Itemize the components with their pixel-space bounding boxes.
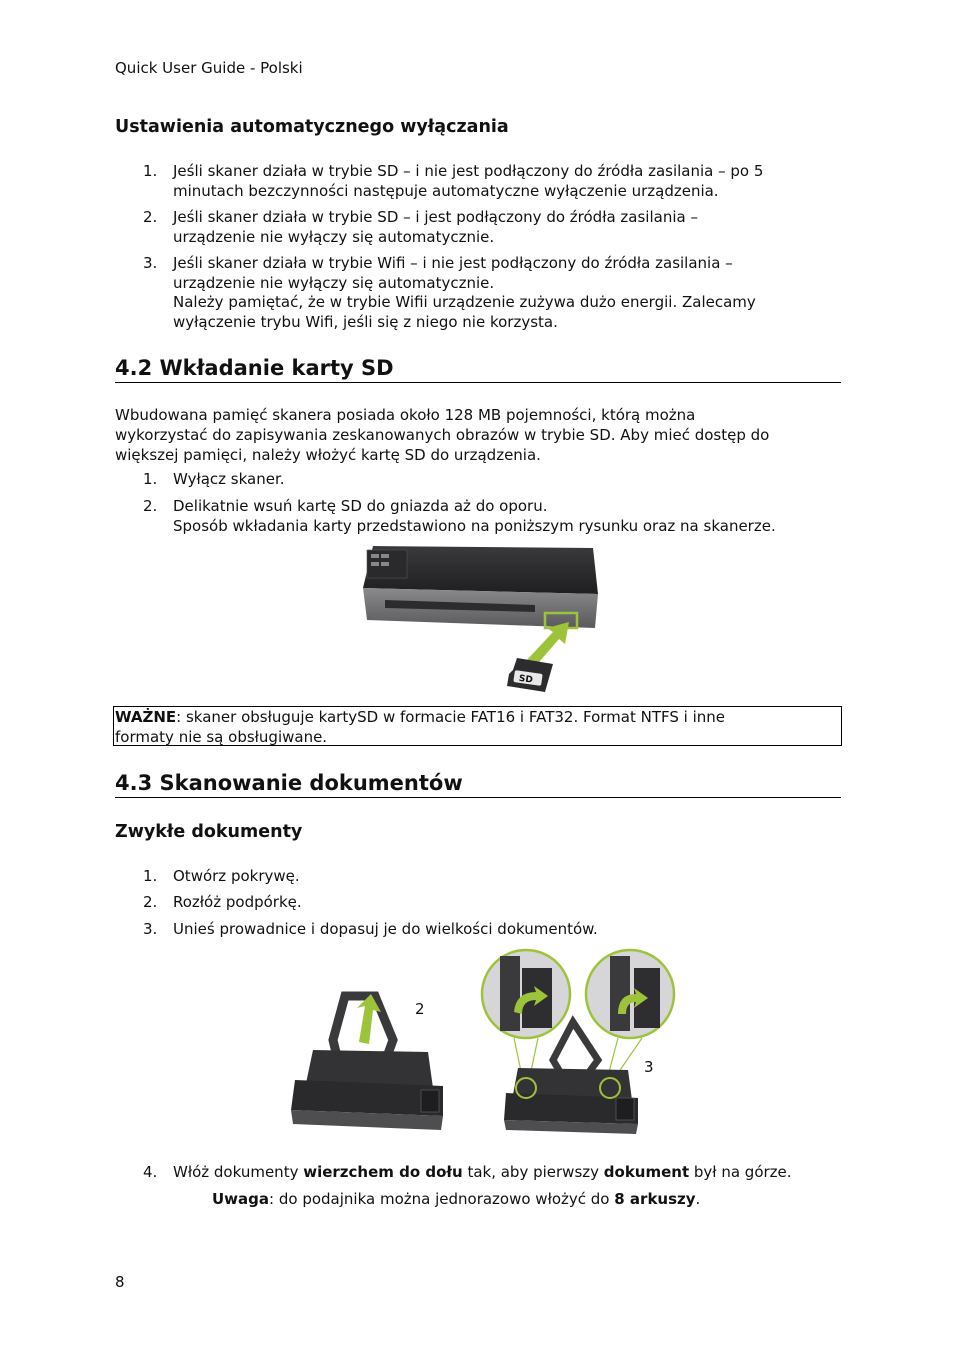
list-text: był na górze. xyxy=(689,1163,792,1181)
list-text: Rozłóż podpórkę. xyxy=(173,893,302,911)
list-number: 4. xyxy=(143,1163,158,1181)
note-text: formaty nie są obsługiwane. xyxy=(115,728,328,746)
page-header: Quick User Guide - Polski xyxy=(115,59,303,77)
capacity-note xyxy=(212,1190,700,1208)
sd-intro-paragraph xyxy=(115,405,841,465)
paragraph-line: Wbudowana pamięć skanera posiada około 128 MB pojemności, którą można xyxy=(115,406,696,424)
list-number: 2. xyxy=(143,208,158,226)
auto-off-heading: Ustawienia automatycznego wyłączania xyxy=(115,117,509,137)
list-text-bold: dokument xyxy=(603,1163,690,1181)
sd-card-icon xyxy=(507,658,553,692)
note-text-bold: 8 arkuszy xyxy=(614,1190,696,1208)
paragraph-line: większej pamięci, należy włożyć kartę SD do urządzenia. xyxy=(115,446,541,464)
note-text: : do podajnika można jednorazowo włożyć do xyxy=(269,1190,615,1208)
note-label: Uwaga xyxy=(212,1190,270,1208)
sd-card-label: SD xyxy=(518,673,534,686)
list-number: 3. xyxy=(143,254,158,272)
list-number: 1. xyxy=(143,162,158,180)
list-number: 2. xyxy=(143,893,158,911)
list-text: Jeśli skaner działa w trybie SD – i nie jest podłączony do źródła zasilania – po 5 xyxy=(173,162,764,180)
scan-section-heading: 4.3 Skanowanie dokumentów xyxy=(115,770,841,798)
paper-guides-illustration xyxy=(478,948,680,1138)
figure-label-2: 2 xyxy=(415,1000,425,1018)
list-text: minutach bezczynności następuje automatyczne wyłączenie urządzenia. xyxy=(173,181,719,200)
zoom-circle-right xyxy=(586,950,674,1038)
list-number: 1. xyxy=(143,470,158,488)
list-text: tak, aby pierwszy xyxy=(462,1163,604,1181)
list-text: Włóż dokumenty xyxy=(173,1163,304,1181)
list-text: Należy pamiętać, że w trybie Wifii urządzenie zużywa dużo energii. Zalecamy xyxy=(173,293,756,311)
list-text: Jeśli skaner działa w trybie SD – i jest podłączony do źródła zasilania – xyxy=(173,208,698,226)
zoom-circle-left xyxy=(482,950,570,1038)
list-text: Unieś prowadnice i dopasuj je do wielkości dokumentów. xyxy=(173,920,598,938)
page-number: 8 xyxy=(115,1273,125,1291)
list-number: 3. xyxy=(143,920,158,938)
note-text: : skaner obsługuje kartySD w formacie FAT16 i FAT32. Format NTFS i inne xyxy=(176,708,726,726)
list-number: 1. xyxy=(143,867,158,885)
list-text: wyłączenie trybu Wifi, jeśli się z niego nie korzysta. xyxy=(173,312,558,331)
list-text: Jeśli skaner działa w trybie Wifi – i nie jest podłączony do źródła zasilania – xyxy=(173,254,733,272)
figure-label-3: 3 xyxy=(644,1058,654,1076)
regular-documents-heading: Zwykłe dokumenty xyxy=(115,822,303,842)
sd-section-heading: 4.2 Wkładanie karty SD xyxy=(115,355,841,383)
list-number: 2. xyxy=(143,497,158,515)
list-text: Otwórz pokrywę. xyxy=(173,867,300,885)
list-text: urządzenie nie wyłączy się automatycznie. xyxy=(173,273,495,292)
list-text-bold: wierzchem do dołu xyxy=(303,1163,463,1181)
list-text: Delikatnie wsuń kartę SD do gniazda aż do oporu. xyxy=(173,497,548,515)
note-label: WAŻNE xyxy=(115,708,177,726)
scanner-support-illustration xyxy=(283,990,448,1138)
paragraph-line: wykorzystać do zapisywania zeskanowanych obrazów w trybie SD. Aby mieć dostęp do xyxy=(115,426,770,444)
note-text: . xyxy=(695,1190,701,1208)
list-text: urządzenie nie wyłączy się automatycznie. xyxy=(173,227,495,246)
important-note xyxy=(113,706,842,746)
control-panel xyxy=(421,1090,439,1112)
list-text: Sposób wkładania karty przedstawiono na poniższym rysunku oraz na skanerze. xyxy=(173,516,776,535)
list-text: Wyłącz skaner. xyxy=(173,470,285,488)
sd-card-insertion-illustration xyxy=(355,542,605,694)
scanner-body xyxy=(363,546,598,628)
